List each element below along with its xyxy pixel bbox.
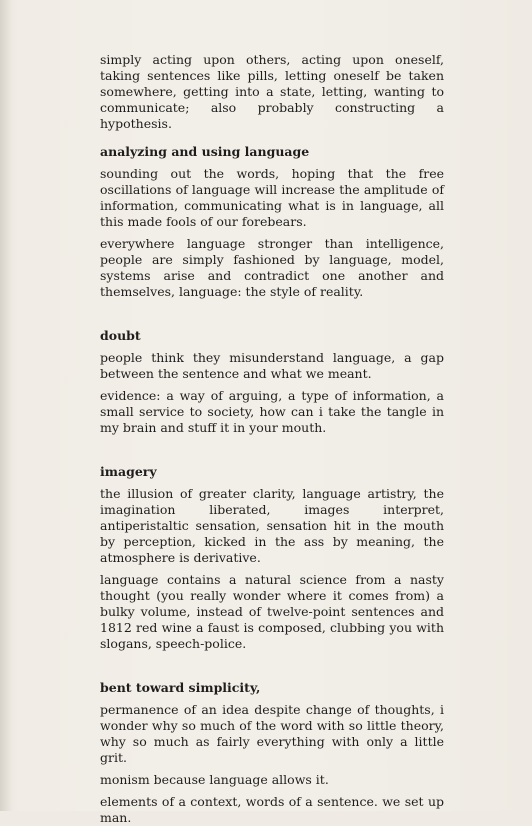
section-heading-simplicity: bent toward simplicity, — [100, 680, 261, 695]
section-heading-analyzing: analyzing and using language — [100, 144, 310, 159]
spacer — [100, 436, 444, 464]
spacer — [100, 132, 444, 144]
doubt-paragraph-2: evidence: a way of arguing, a type of information, a small service to society, how can i take the tangle in my brain and stuff it in your mouth. — [100, 388, 444, 435]
section-heading-doubt: doubt — [100, 328, 141, 343]
analyzing-paragraph-1: sounding out the words, hoping that the free oscillations of language will increase the amplitude of information, communicating what is in language, all this made fools of our forebears. — [100, 166, 444, 229]
analyzing-paragraph-2: everywhere language stronger than intelligence, people are simply fashioned by language, model, systems arise and contradict one another and themselves, language: the style of reality. — [100, 236, 444, 299]
spacer — [100, 300, 444, 328]
simplicity-paragraph-2: monism because language allows it. — [100, 772, 329, 787]
spine-shadow — [0, 0, 12, 811]
imagery-paragraph-2: language contains a natural science from a nasty thought (you really wonder where it comes from) a bulky volume, instead of twelve-point sentences and 1812 red wine a faust is composed, clubbing you with slogans, speech-police. — [100, 572, 444, 651]
simplicity-paragraph-3: elements of a context, words of a sentence. we set up man. — [100, 794, 444, 825]
simplicity-paragraph-1: permanence of an idea despite change of thoughts, i wonder why so much of the word with so little theory, why so much as fairly everything with only a little grit. — [100, 702, 444, 765]
intro-paragraph: simply acting upon others, acting upon oneself, taking sentences like pills, letting oneself be taken somewhere, getting into a state, letting, wanting to communicate; also probably constructing a hypothesis. — [100, 52, 444, 131]
imagery-paragraph-1: the illusion of greater clarity, language artistry, the imagination liberated, images interpret, antiperistaltic sensation, sensation hit in the mouth by perception, kicked in the ass by meaning, the atmosphere is derivative. — [100, 486, 444, 565]
spacer — [100, 652, 444, 680]
doubt-paragraph-1: people think they misunderstand language, a gap between the sentence and what we meant. — [100, 350, 444, 381]
section-heading-imagery: imagery — [100, 464, 157, 479]
text-block — [100, 52, 444, 826]
